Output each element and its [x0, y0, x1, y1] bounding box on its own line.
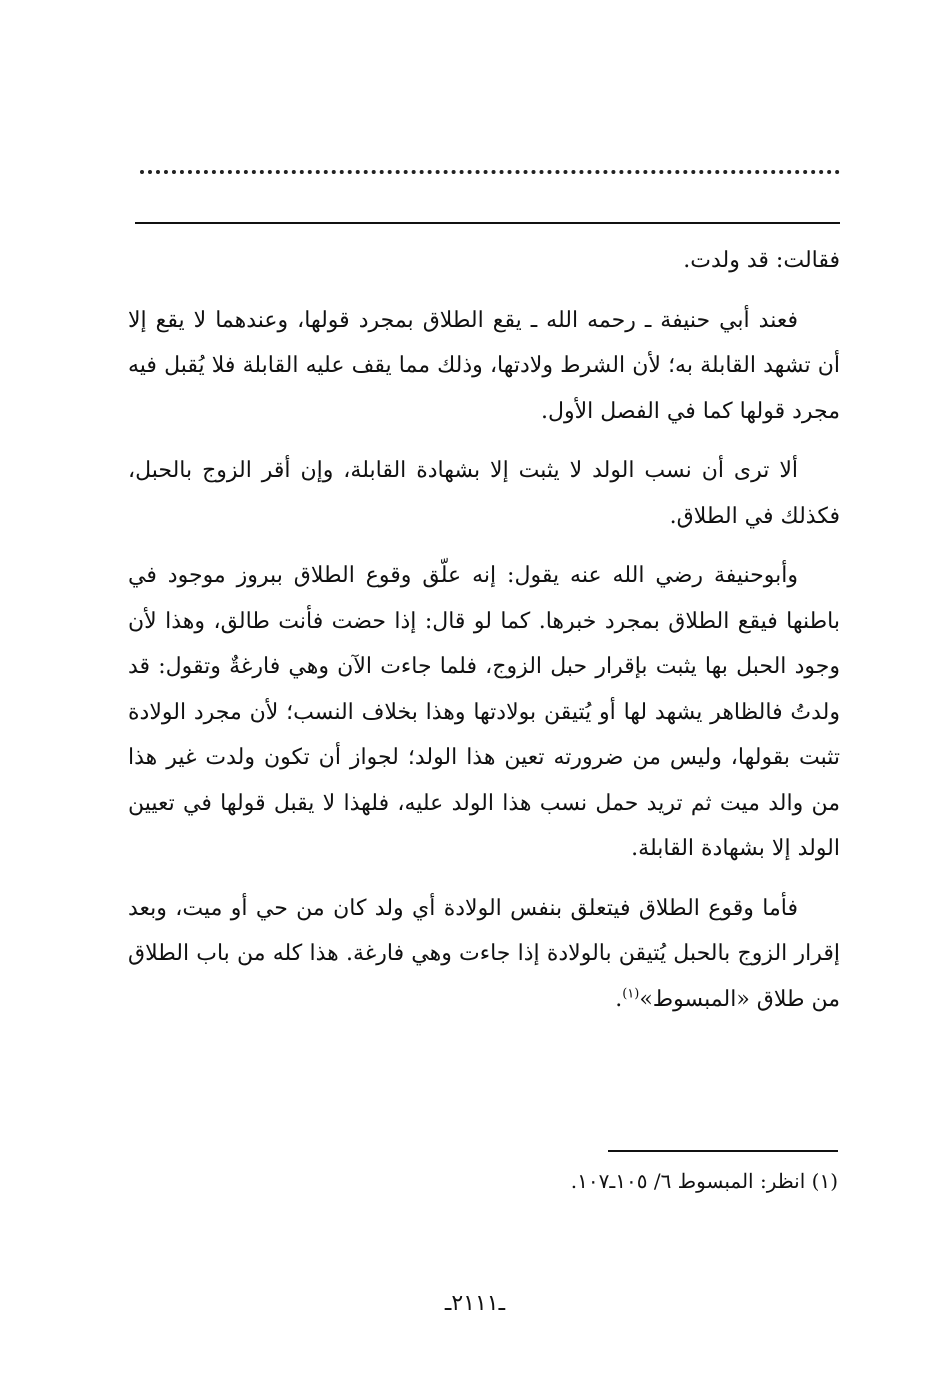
paragraph-1: فقالت: قد ولدت.	[683, 248, 840, 273]
footnote-rule	[608, 1150, 838, 1152]
page-number: ـ٢١١١ـ	[444, 1291, 506, 1316]
paragraph-5-end: .	[615, 986, 623, 1012]
paragraph-4: وأبوحنيفة رضي الله عنه يقول: إنه علّق وقوع الطلاق ببروز موجود في باطنها فيقع الطلاق بمجرد خبرها. كما لو قال: إذا حضت فأنت طالق، وهذا لأن وجود الحبل بها يثبت بإقرار حبل الزوج، فلما جاءت الآن وهي فارغةٌ وتقول: قد ولدتُ فالظاهر يشهد لها أو يُتيقن بولادتها وهذا بخلاف النسب؛ لأن مجرد الولادة تثبت بقولها، وليس من ضرورته تعين هذا الولد؛ لجواز أن تكون ولدت غير هذا من والد ميت ثم تريد حمل نسب هذا الولد عليه، فلهذا لا يقبل قولها في تعيين الولد إلا بشهادة القابلة.	[128, 563, 840, 861]
paragraph-3: ألا ترى أن نسب الولد لا يثبت إلا بشهادة القابلة، وإن أقر الزوج بالحبل، فكذلك في الطلاق.	[128, 458, 840, 529]
paragraph-5-text: فأما وقوع الطلاق فيتعلق بنفس الولادة أي ولد كان من حي أو ميت، وبعد إقرار الزوج بالحبل يُتيقن بالولادة إذا جاءت وهي فارغة. هذا كله من باب الطلاق من طلاق «المبسوط»	[128, 895, 840, 1012]
paragraph-2: فعند أبي حنيفة ـ رحمه الله ـ يقع الطلاق بمجرد قولها، وعندهما لا يقع إلا أن تشهد القابلة به؛ لأن الشرط ولادتها، وذلك مما يقف عليه القابلة فلا يُقبل فيه مجرد قولها كما في الفصل الأول.	[128, 307, 840, 424]
header-rule	[135, 222, 840, 224]
main-text	[128, 238, 840, 1036]
footnote: (١) انظر: المبسوط ٦/ ١٠٥ـ١٠٧.	[570, 1169, 838, 1193]
footnote-reference[interactable]: (١)	[622, 986, 640, 1002]
paragraph-5	[128, 886, 840, 1023]
dotted-separator	[140, 170, 840, 184]
